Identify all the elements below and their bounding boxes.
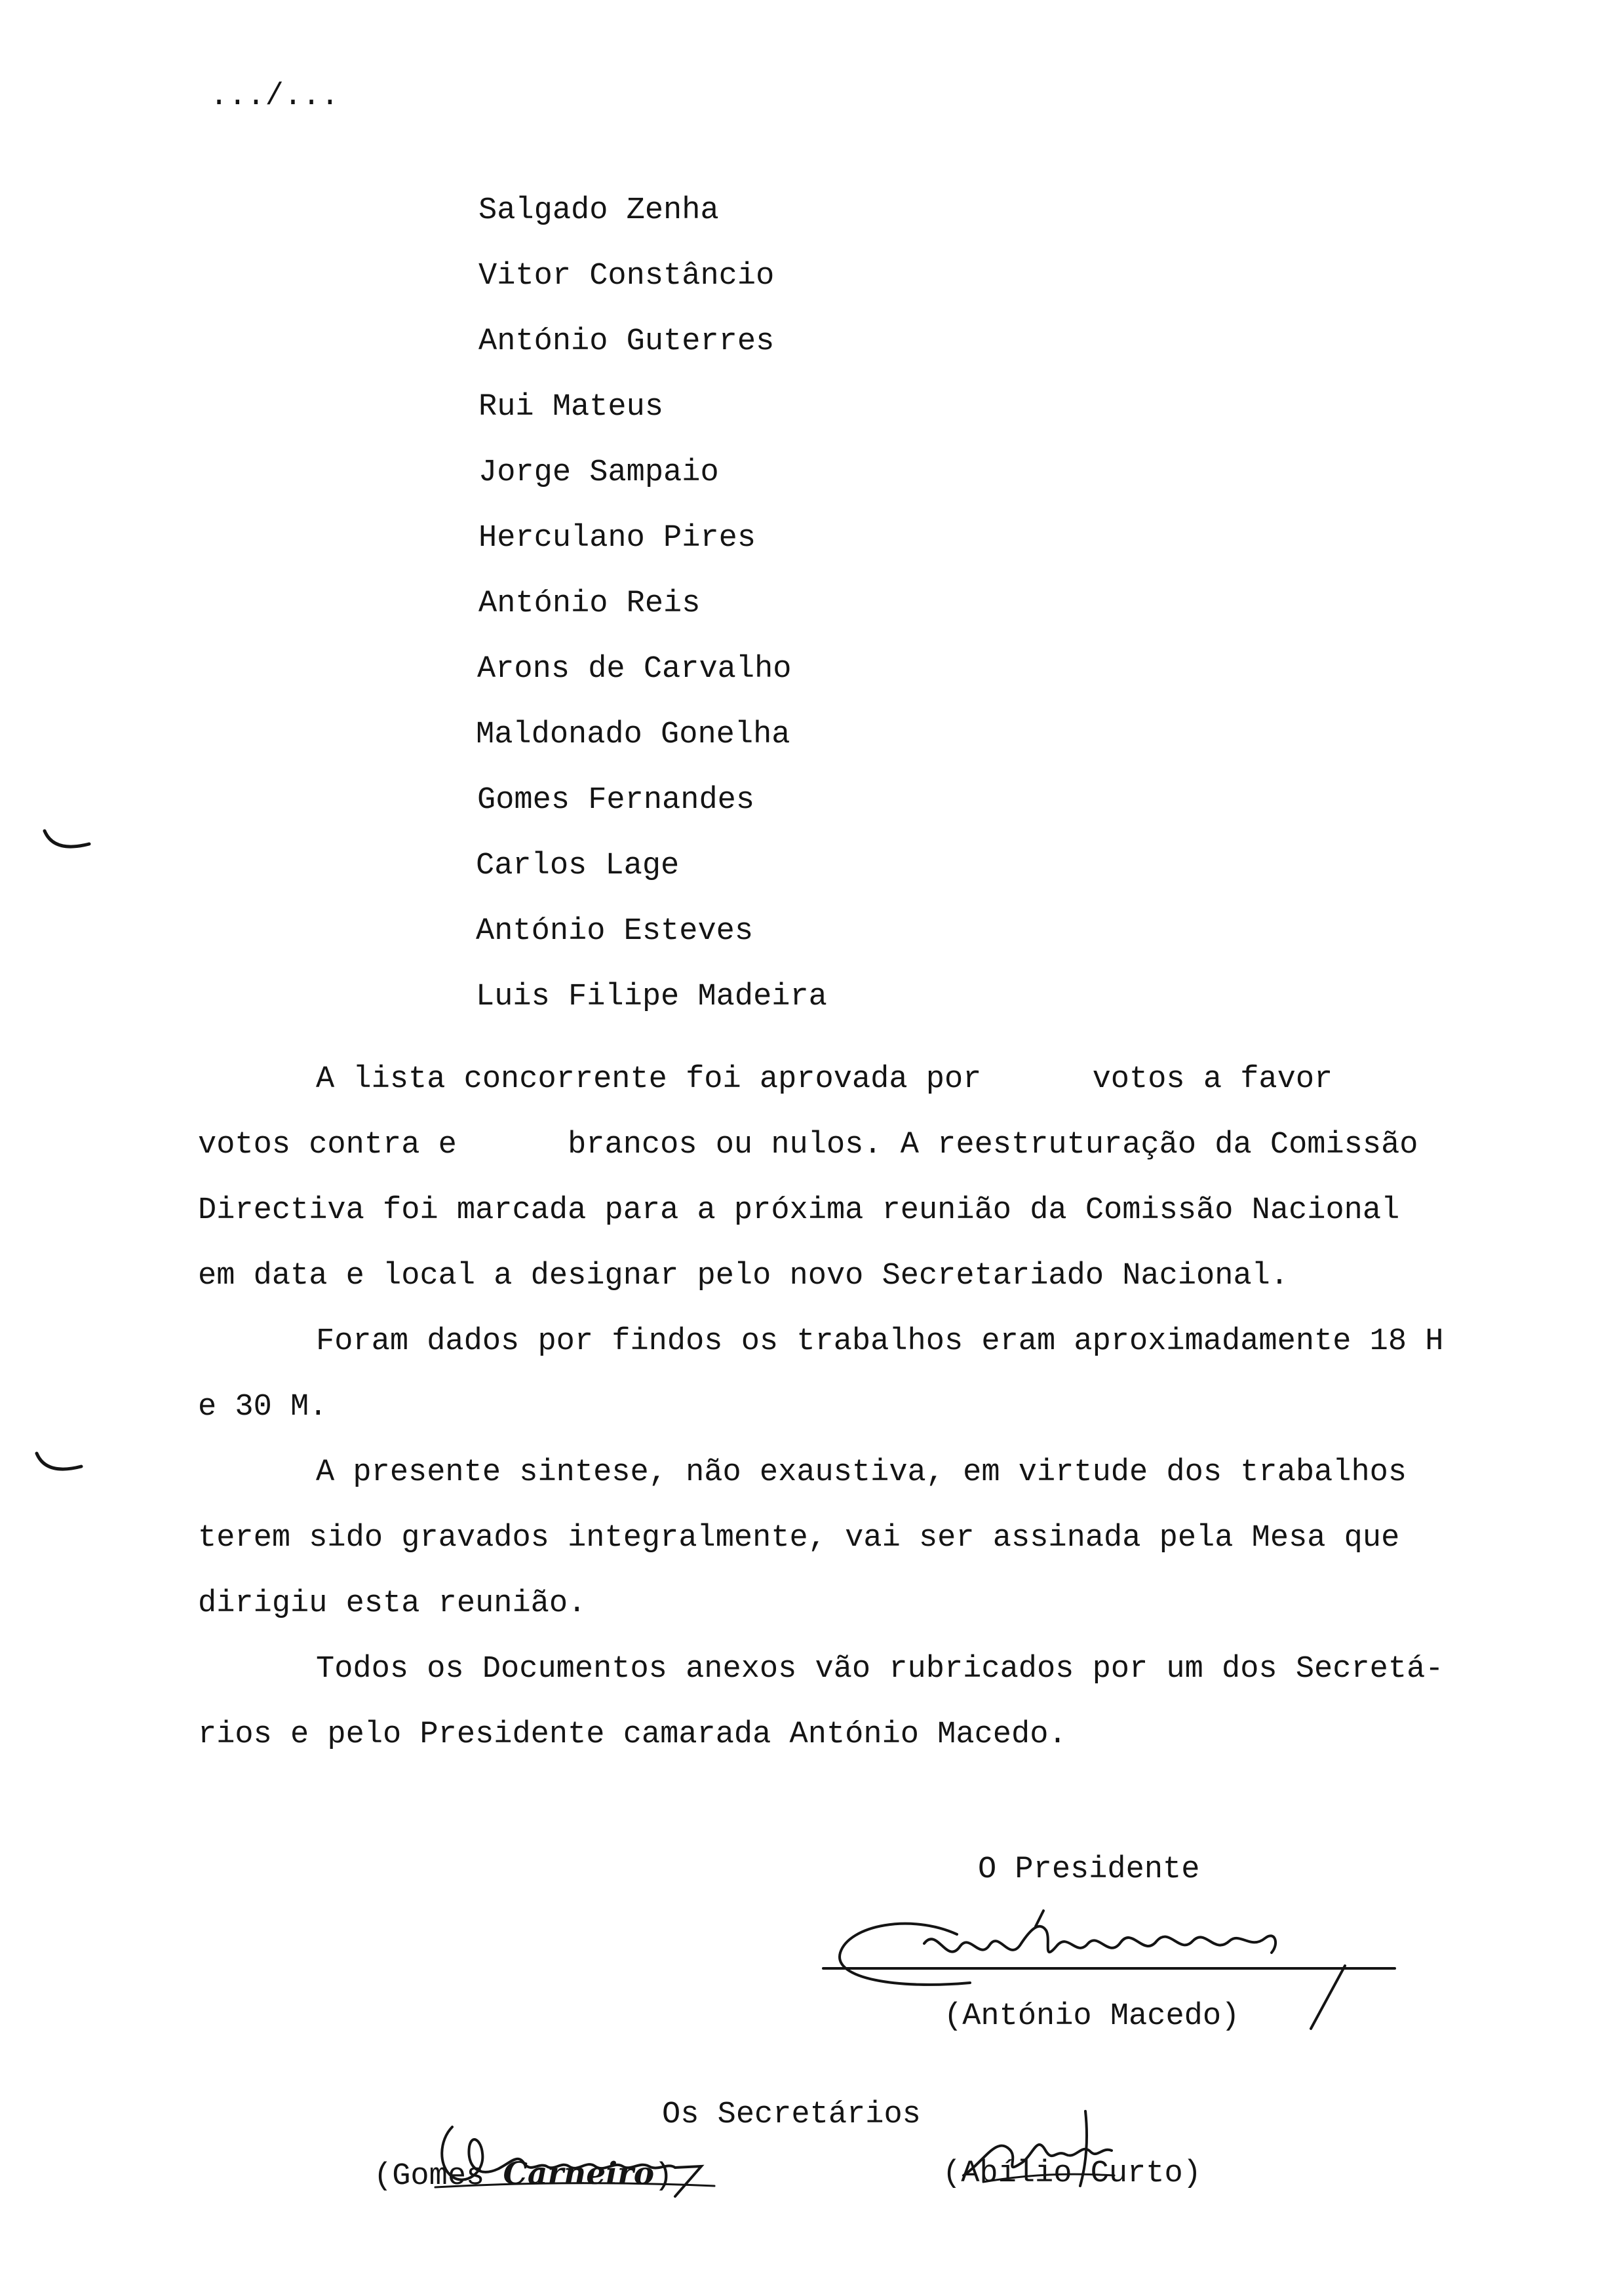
member-name: Herculano Pires	[478, 521, 756, 556]
body-line: A lista concorrente foi aprovada por votos a favor	[316, 1062, 1333, 1097]
body-line: e 30 M.	[198, 1390, 328, 1425]
member-name: Jorge Sampaio	[478, 455, 719, 490]
secretary-name-2: (Abílio Curto)	[943, 2156, 1201, 2191]
margin-mark	[34, 1449, 87, 1482]
member-name: António Guterres	[478, 324, 775, 359]
body-line: em data e local a designar pelo novo Secretariado Nacional.	[198, 1259, 1289, 1293]
body-line: Todos os Documentos anexos vão rubricados por um dos Secretá-	[316, 1652, 1444, 1687]
body-line: terem sido gravados integralmente, vai ser assinada pela Mesa que	[198, 1521, 1400, 1556]
member-name: Carlos Lage	[476, 849, 680, 883]
president-name: (António Macedo)	[944, 1999, 1240, 2034]
member-name: Vitor Constâncio	[478, 259, 775, 294]
member-name: António Reis	[478, 586, 701, 621]
secretary-name-1-typed: (Gomes	[374, 2159, 503, 2194]
body-line: A presente sintese, não exaustiva, em virtude dos trabalhos	[316, 1455, 1407, 1490]
member-name: António Esteves	[476, 914, 754, 949]
secretary-name-1	[374, 2156, 672, 2195]
margin-mark	[42, 827, 94, 860]
member-name: Rui Mateus	[478, 390, 664, 425]
body-line: votos contra e brancos ou nulos. A reestruturação da Comissão	[198, 1128, 1418, 1162]
continuation-mark: .../...	[210, 79, 340, 114]
president-title: O Presidente	[978, 1852, 1200, 1887]
secretary-name-1-close: )	[654, 2159, 673, 2194]
member-name: Maldonado Gonelha	[476, 718, 790, 752]
body-line: dirigiu esta reunião.	[198, 1586, 587, 1621]
body-line: Foram dados por findos os trabalhos eram aproximadamente 18 H	[316, 1324, 1444, 1359]
body-line: Directiva foi marcada para a próxima reunião da Comissão Nacional	[198, 1193, 1400, 1228]
secretaries-title: Os Secretários	[662, 2097, 921, 2132]
member-name: Salgado Zenha	[478, 193, 719, 228]
member-name: Arons de Carvalho	[477, 652, 792, 687]
member-name: Gomes Fernandes	[477, 783, 755, 818]
body-line: rios e pelo Presidente camarada António Macedo.	[198, 1717, 1067, 1752]
member-name: Luis Filipe Madeira	[476, 980, 827, 1014]
secretary-name-1-handwritten: Carneiro	[503, 2156, 655, 2192]
